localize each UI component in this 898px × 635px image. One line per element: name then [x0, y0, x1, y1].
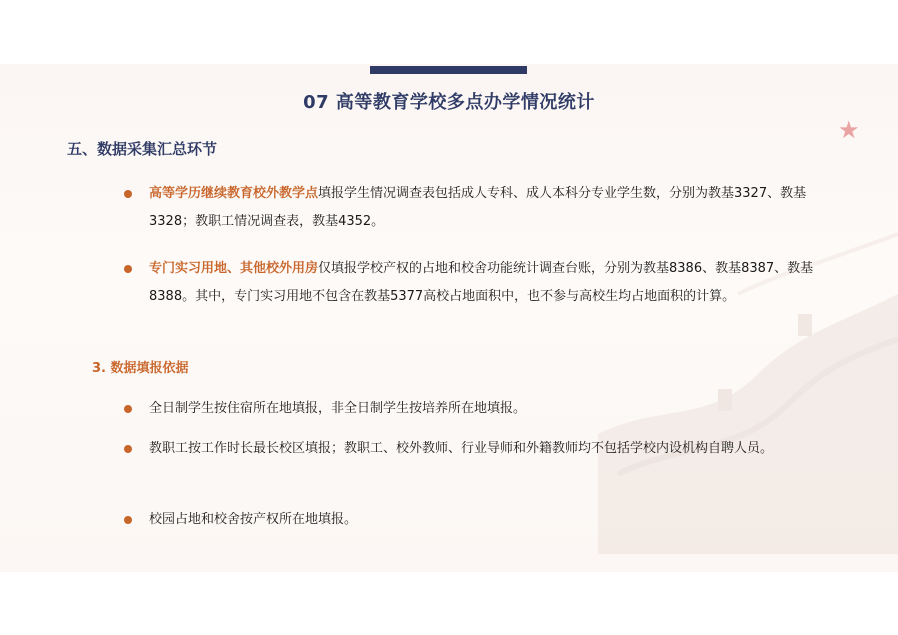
list-item-body: 仅填报学校产权的占地和校舍功能统计调查台账，分别为教基8386、教基8387、教基8388。其中，专门实习用地不包含在教基5377高校占地面积中，也不参与高校生均占地面积的计算。 — [149, 261, 814, 304]
list-item — [124, 395, 824, 423]
list-item-highlight: 专门实习用地、其他校外用房 — [149, 261, 319, 276]
title-accent-bar — [370, 66, 527, 74]
bullet-dot-icon — [124, 190, 132, 198]
list-item — [124, 255, 824, 311]
bullet-dot-icon — [124, 445, 132, 453]
list-item — [124, 435, 824, 463]
list-item-highlight: 高等学历继续教育校外教学点 — [149, 186, 319, 201]
list-item — [124, 506, 824, 534]
section-heading: 五、数据采集汇总环节 — [67, 140, 218, 158]
list-item-text: 教职工按工作时长最长校区填报；教职工、校外教师、行业导师和外籍教师均不包括学校内设机构自聘人员。 — [149, 441, 774, 456]
bullet-dot-icon — [124, 265, 132, 273]
star-icon: ★ — [838, 116, 860, 144]
list-item-text — [149, 180, 824, 236]
bullet-dot-icon — [124, 516, 132, 524]
list-item — [124, 180, 824, 236]
list-item-text: 全日制学生按住宿所在地填报，非全日制学生按培养所在地填报。 — [149, 401, 527, 416]
page-title: 07 高等教育学校多点办学情况统计 — [303, 92, 595, 113]
list-item-body: 填报学生情况调查表包括成人专科、成人本科分专业学生数，分别为教基3327、教基3328；教职工情况调查表，教基4352。 — [149, 186, 807, 229]
list-item-text: 校园占地和校舍按产权所在地填报。 — [149, 512, 358, 527]
list-item-text — [149, 255, 824, 311]
bullet-dot-icon — [124, 405, 132, 413]
sub-heading: 3. 数据填报依据 — [92, 361, 189, 376]
